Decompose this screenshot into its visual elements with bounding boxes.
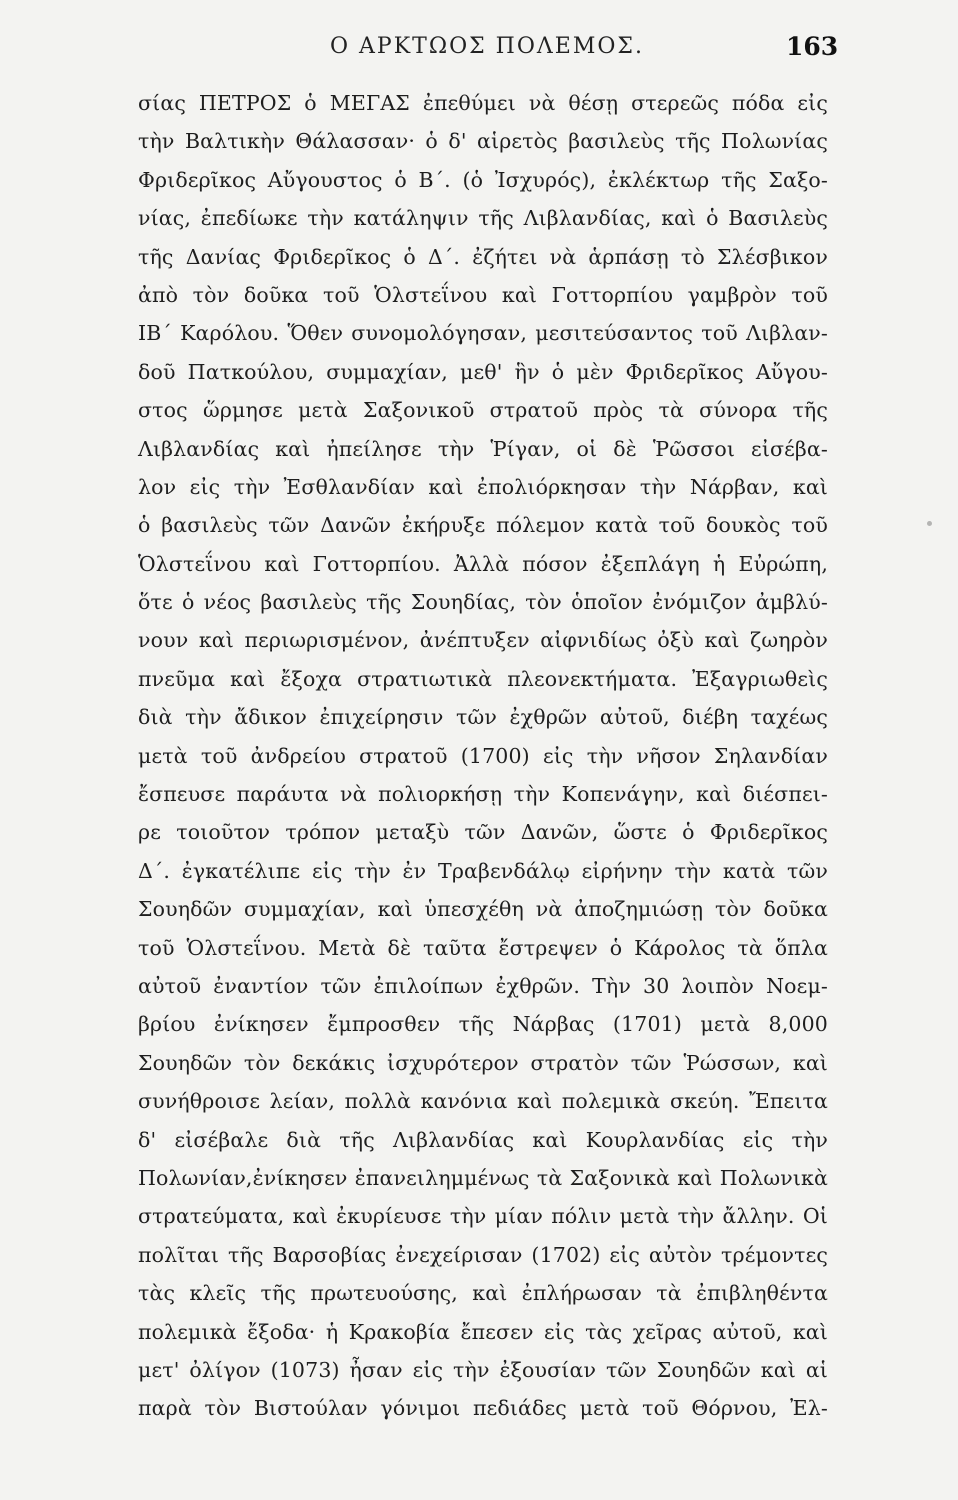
- text-line: τοῦ Ὁλστεΐνου. Μετὰ δὲ ταῦτα ἔστρεψεν ὁ Κάρολος τὰ ὅπλα: [138, 935, 828, 960]
- text-line: πνεῦμα καὶ ἔξοχα στρατιωτικὰ πλεονεκτήματα. Ἐξαγριωθεὶς: [138, 666, 828, 691]
- text-line: Πολωνίαν,ἐνίκησεν ἐπανειλημμένως τὰ Σαξονικὰ καὶ Πολωνικὰ: [138, 1165, 828, 1190]
- text-line: βρίου ἐνίκησεν ἔμπροσθεν τῆς Νάρβας (1701) μετὰ 8,000: [138, 1012, 828, 1037]
- text-line: παρὰ τὸν Βιστούλαν γόνιμοι πεδιάδες μετὰ τοῦ Θόρνου, Ἐλ-: [138, 1396, 828, 1421]
- text-line: σίας ΠΕΤΡΟΣ ὁ ΜΕΓΑΣ ἐπεθύμει νὰ θέσῃ στερεῶς πόδα εἰς: [138, 91, 828, 115]
- text-line: δοῦ Πατκούλου, συμμαχίαν, μεθ' ἣν ὁ μὲν Φριδερῖκος Αὔγου-: [138, 359, 828, 384]
- text-line: ΙΒ΄ Καρόλου. Ὅθεν συνομολόγησαν, μεσιτεύσαντος τοῦ Λιβλαν-: [138, 321, 828, 346]
- text-line: δ' εἰσέβαλε διὰ τῆς Λιβλανδίας καὶ Κουρλανδίας εἰς τὴν: [138, 1127, 828, 1152]
- text-line: νίας, ἐπεδίωκε τὴν κατάληψιν τῆς Λιβλανδίας, καὶ ὁ Βασιλεὺς: [138, 206, 828, 231]
- text-line: Ὁλστεΐνου καὶ Γοττορπίου. Ἀλλὰ πόσον ἐξεπλάγη ἡ Εὐρώπη,: [138, 551, 828, 576]
- text-line: ἔσπευσε παράυτα νὰ πολιορκήσῃ τὴν Κοπενάγην, καὶ διέσπει-: [138, 782, 828, 807]
- paper-speck: [927, 521, 932, 526]
- text-line: Φριδερῖκος Αὔγουστος ὁ Β΄. (ὁ Ἰσχυρός), ἐκλέκτωρ τῆς Σαξο-: [138, 167, 828, 192]
- text-line: στος ὥρμησε μετὰ Σαξονικοῦ στρατοῦ πρὸς τὰ σύνορα τῆς: [138, 398, 828, 423]
- text-line: συνήθροισε λείαν, πολλὰ κανόνια καὶ πολεμικὰ σκεύη. Ἔπειτα: [138, 1089, 828, 1114]
- text-line: ὅτε ὁ νέος βασιλεὺς τῆς Σουηδίας, τὸν ὁποῖον ἐνόμιζον ἀμβλύ-: [138, 590, 828, 615]
- text-line: Σουηδῶν τὸν δεκάκις ἰσχυρότερον στρατὸν τῶν Ῥώσσων, καὶ: [138, 1050, 828, 1075]
- page-number: 163: [786, 32, 839, 61]
- text-line: Σουηδῶν συμμαχίαν, καὶ ὑπεσχέθη νὰ ἀποζημιώσῃ τὸν δοῦκα: [138, 897, 828, 922]
- text-line: διὰ τὴν ἄδικον ἐπιχείρησιν τῶν ἐχθρῶν αὐτοῦ, διέβη ταχέως: [138, 705, 828, 730]
- text-line: τὰς κλεῖς τῆς πρωτευούσης, καὶ ἐπλήρωσαν τὰ ἐπιβληθέντα: [138, 1281, 828, 1306]
- text-line: μετ' ὀλίγον (1073) ἦσαν εἰς τὴν ἐξουσίαν τῶν Σουηδῶν καὶ αἱ: [138, 1357, 828, 1382]
- text-line: Λιβλανδίας καὶ ἠπείλησε τὴν Ῥίγαν, οἱ δὲ Ῥῶσσοι εἰσέβα-: [138, 436, 828, 461]
- running-header: [0, 30, 958, 70]
- text-line: μετὰ τοῦ ἀνδρείου στρατοῦ (1700) εἰς τὴν νῆσον Σηλανδίαν: [138, 743, 828, 768]
- text-line: στρατεύματα, καὶ ἐκυρίευσε τὴν μίαν πόλιν μετὰ τὴν ἄλλην. Οἱ: [138, 1204, 828, 1229]
- running-title: Ο ΑΡΚΤΩΟΣ ΠΟΛΕΜΟΣ.: [330, 34, 644, 59]
- body-text: [138, 84, 828, 1428]
- text-line: λον εἰς τὴν Ἐσθλανδίαν καὶ ἐπολιόρκησαν τὴν Νάρβαν, καὶ: [138, 474, 828, 499]
- text-line: πολεμικὰ ἔξοδα· ἡ Κρακοβία ἔπεσεν εἰς τὰς χεῖρας αὐτοῦ, καὶ: [138, 1319, 828, 1344]
- text-line: νουν καὶ περιωρισμένον, ἀνέπτυξεν αἰφνιδίως ὀξὺ καὶ ζωηρὸν: [138, 628, 828, 653]
- text-line: ρε τοιοῦτον τρόπον μεταξὺ τῶν Δανῶν, ὥστε ὁ Φριδερῖκος: [138, 820, 828, 845]
- text-line: ἀπὸ τὸν δοῦκα τοῦ Ὁλστεΐνου καὶ Γοττορπίου γαμβρὸν τοῦ: [138, 282, 828, 307]
- text-line: αὐτοῦ ἐναντίον τῶν ἐπιλοίπων ἐχθρῶν. Τὴν 30 λοιπὸν Νοεμ-: [138, 973, 828, 998]
- text-line: τῆς Δανίας Φριδερῖκος ὁ Δ΄. ἐζήτει νὰ ἁρπάσῃ τὸ Σλέσβικον: [138, 244, 828, 269]
- text-line: πολῖται τῆς Βαρσοβίας ἐνεχείρισαν (1702) εἰς αὐτὸν τρέμοντες: [138, 1242, 828, 1267]
- text-line: Δ΄. ἐγκατέλιπε εἰς τὴν ἐν Τραβενδάλῳ εἰρήνην τὴν κατὰ τῶν: [138, 858, 828, 883]
- text-line: τὴν Βαλτικὴν Θάλασσαν· ὁ δ' αἱρετὸς βασιλεὺς τῆς Πολωνίας: [138, 129, 828, 154]
- text-line: ὁ βασιλεὺς τῶν Δανῶν ἐκήρυξε πόλεμον κατὰ τοῦ δουκὸς τοῦ: [138, 513, 828, 538]
